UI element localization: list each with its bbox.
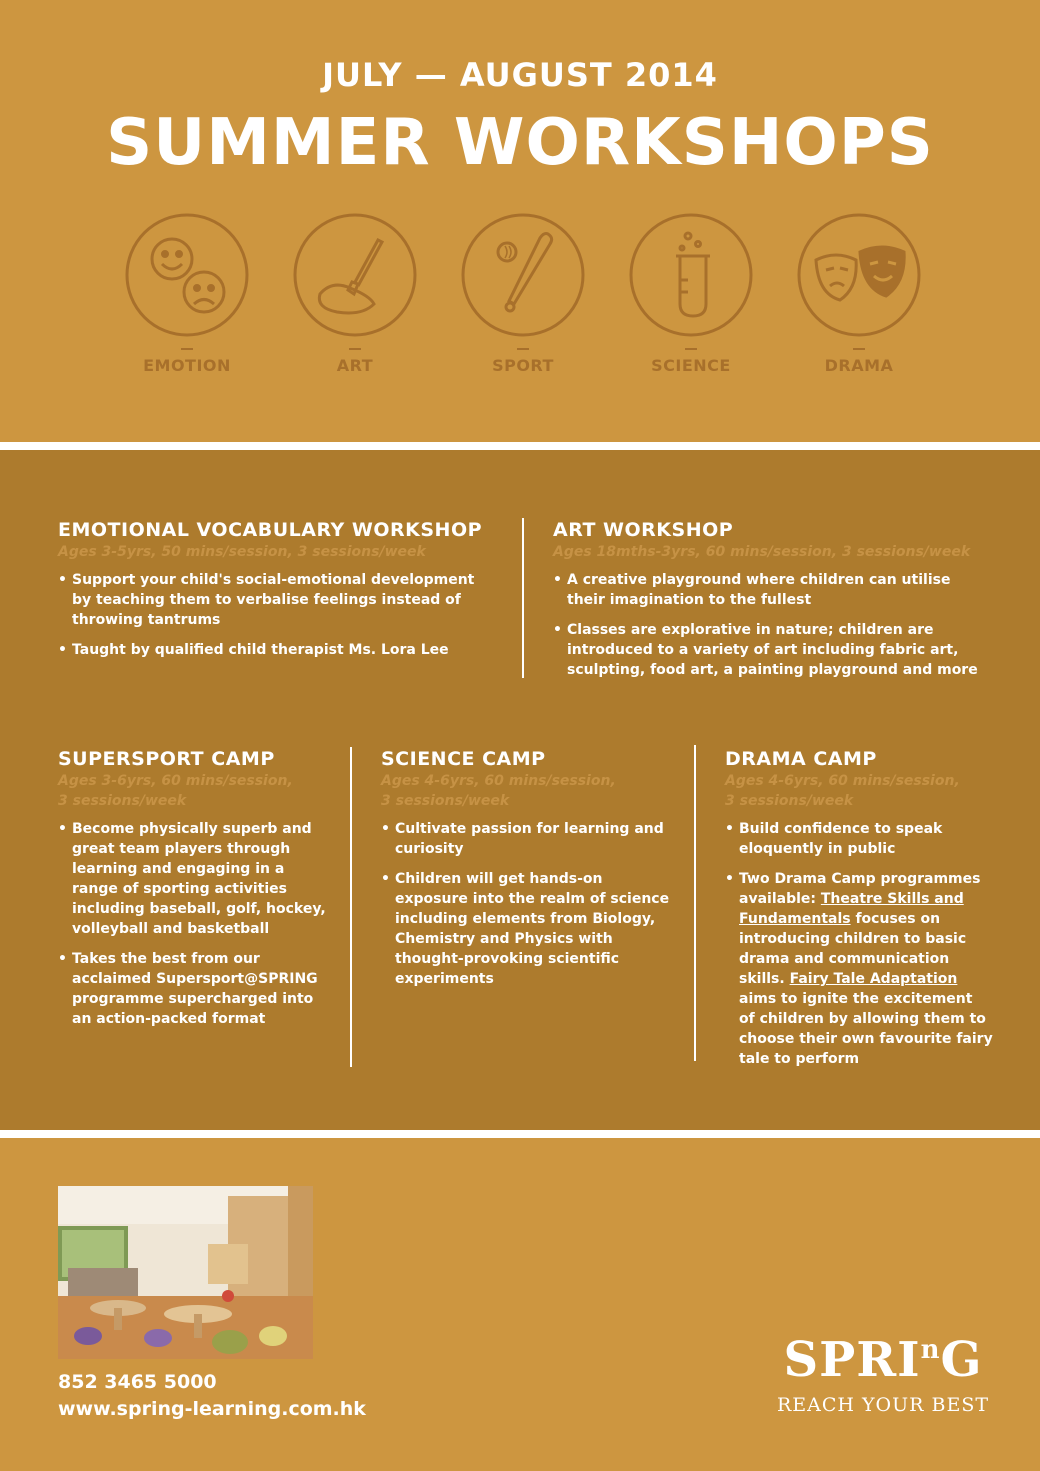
workshops-section: [0, 450, 1040, 1130]
divider-band: [0, 442, 1040, 450]
category-art: [275, 212, 435, 375]
workshop-title: SUPERSPORT CAMP: [58, 748, 275, 770]
list-item: • Support your child's social-emotional development by teaching them to verbalise feelings instead of throwing tantrums: [58, 570, 498, 630]
baseball-bat-icon: [460, 212, 586, 338]
header-section: [0, 0, 1040, 442]
category-label: SPORT: [492, 356, 554, 375]
category-icons: [0, 212, 1040, 392]
logo-text: SPRI: [783, 1332, 921, 1388]
list-item: • Become physically superb and great team players through learning and engaging in a range of sporting activities including baseball, golf, hockey, volleyball and basketball: [58, 819, 326, 939]
workshop-title: ART WORKSHOP: [553, 519, 734, 541]
divider: [517, 348, 529, 350]
bullet-text: Two Drama Camp programmes available:: [739, 871, 981, 907]
workshop-bullets: [381, 819, 671, 989]
logo-text: G: [940, 1332, 983, 1388]
workshop-meta: Ages 18mths-3yrs, 60 mins/session, 3 sessions/week: [553, 544, 971, 560]
divider: [181, 348, 193, 350]
column-divider: [350, 747, 352, 1067]
page-title: SUMMER WORKSHOPS: [106, 106, 934, 180]
workshop-meta: Ages 3-6yrs, 60 mins/session,: [58, 773, 293, 789]
date-range: JULY — AUGUST 2014: [322, 56, 718, 94]
list-item: • Classes are explorative in nature; children are introduced to a variety of art including fabric art, sculpting, food art, a painting playground and more: [553, 620, 993, 680]
workshop-meta: Ages 3-5yrs, 50 mins/session, 3 sessions/week: [58, 544, 426, 560]
workshop-title: EMOTIONAL VOCABULARY WORKSHOP: [58, 519, 483, 541]
list-item: • A creative playground where children can utilise their imagination to the fullest: [553, 570, 993, 610]
category-label: ART: [336, 356, 374, 375]
workshop-meta: Ages 4-6yrs, 60 mins/session,: [725, 773, 960, 789]
workshop-drama: [725, 747, 993, 1079]
phone-number: 852 3465 5000: [58, 1371, 217, 1393]
divider: [685, 348, 697, 350]
workshop-meta: Ages 4-6yrs, 60 mins/session,: [381, 773, 616, 789]
divider-band: [0, 1130, 1040, 1138]
list-item: • Children will get hands-on exposure into the realm of science including elements from Biology, Chemistry and Physics with thought-provoking scientific experiments: [381, 869, 671, 989]
category-label: DRAMA: [824, 356, 894, 375]
website-link[interactable]: www.spring-learning.com.hk: [58, 1398, 366, 1420]
list-item: [725, 869, 993, 1069]
list-item: • Build confidence to speak eloquently in public: [725, 819, 993, 859]
divider: [853, 348, 865, 350]
workshop-art: [553, 518, 993, 690]
category-label: SCIENCE: [651, 356, 731, 375]
workshop-supersport: [58, 747, 326, 1039]
bullet-text: focuses on introducing children to basic drama and communication skills.: [739, 911, 967, 987]
list-item: • Takes the best from our acclaimed Supersport@SPRING programme supercharged into an action-packed format: [58, 949, 326, 1029]
divider: [349, 348, 361, 350]
category-label: EMOTION: [143, 356, 231, 375]
workshop-meta: 3 sessions/week: [725, 793, 854, 809]
programme-name-fairy-tale: Fairy Tale Adaptation: [789, 971, 958, 987]
column-divider: [522, 518, 524, 678]
category-emotion: [107, 212, 267, 375]
test-tube-icon: [628, 212, 754, 338]
workshop-bullets: [58, 819, 326, 1029]
column-divider: [694, 745, 696, 1061]
theatre-masks-icon: [796, 212, 922, 338]
workshop-meta: 3 sessions/week: [381, 793, 510, 809]
list-item: • Taught by qualified child therapist Ms. Lora Lee: [58, 640, 498, 660]
classroom-illustration: [58, 1186, 313, 1359]
workshop-title: DRAMA CAMP: [725, 748, 877, 770]
workshop-bullets: [58, 570, 498, 660]
paintbrush-icon: [292, 212, 418, 338]
spring-logo: [760, 1332, 1006, 1388]
list-item: • Cultivate passion for learning and curiosity: [381, 819, 671, 859]
tagline: REACH YOUR BEST: [776, 1394, 990, 1416]
workshop-science: [381, 747, 671, 999]
category-sport: [443, 212, 603, 375]
workshop-meta: 3 sessions/week: [58, 793, 187, 809]
workshop-title: SCIENCE CAMP: [381, 748, 546, 770]
workshop-bullets: [725, 819, 993, 1069]
logo-superscript: n: [920, 1335, 941, 1365]
classroom-photo: [58, 1186, 313, 1359]
emotion-faces-icon: [124, 212, 250, 338]
category-drama: [779, 212, 939, 375]
workshop-emotional: [58, 518, 498, 670]
category-science: [611, 212, 771, 375]
workshop-bullets: [553, 570, 993, 680]
programme-name-theatre-skills: Theatre Skills and Fundamentals: [739, 891, 964, 927]
bullet-text: aims to ignite the excitement of children by allowing them to choose their own favourite fairy tale to perform: [739, 991, 993, 1067]
